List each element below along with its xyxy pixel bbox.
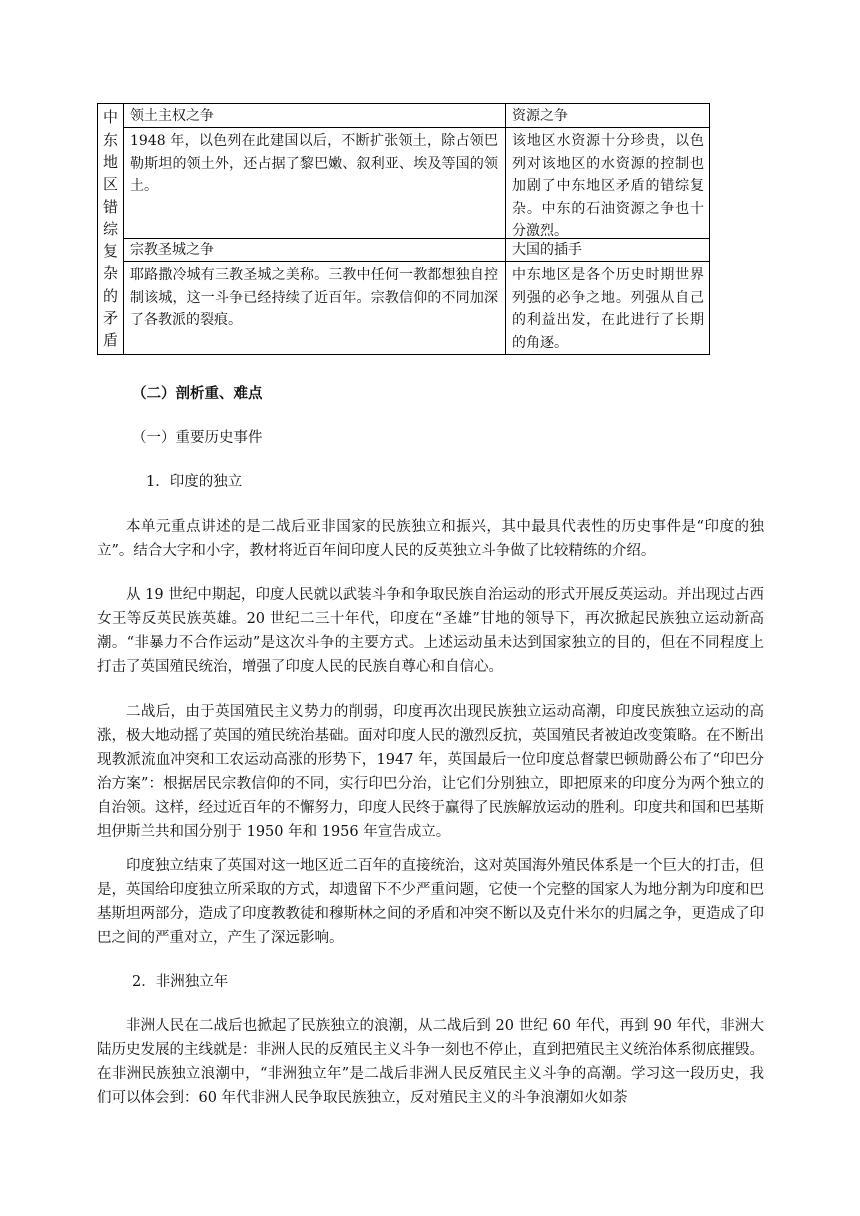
side-char: 矛: [102, 309, 118, 328]
cell-powers-text: 中东地区是各个历史时期世界列强的必争之地。列强从自己的利益出发，在此进行了长期的角逐。: [512, 267, 704, 351]
cell-religion-text: 耶路撒冷城有三教圣城之美称。三教中任何一教都想独自控制该城，这一斗争已经持续了近百年。宗教信仰的不同加深了各教派的裂痕。: [130, 267, 498, 328]
cell-resource-title: 资源之争: [512, 108, 568, 124]
side-char: 综: [102, 219, 118, 238]
cell-powers-title: 大国的插手: [512, 242, 582, 258]
middle-east-conflict-table: [97, 103, 710, 355]
cell-resource-text: 该地区水资源十分珍贵，以色列对该地区的水资源的控制也加剧了中东地区矛盾的错综复杂。中东的石油资源之争也十分激烈。: [512, 133, 704, 239]
subsection-heading: （一）重要历史事件: [132, 430, 263, 446]
side-char: 区: [102, 175, 118, 194]
table-row-divider-1: [123, 127, 710, 128]
cell-territory-title: 领土主权之争: [130, 108, 214, 124]
side-char: 东: [102, 130, 118, 149]
cell-territory-text: 1948 年，以色列在此建国以后，不断扩张领土，除占领巴勒斯坦的领土外，还占据了黎巴嫩、叙利亚、埃及等国的领土。: [130, 133, 498, 194]
paragraph-5: 非洲人民在二战后也掀起了民族独立的浪潮，从二战后到 20 世纪 60 年代，再到 90 年代，非洲大陆历史发展的主线就是：非洲人民的反殖民主义斗争一刻也不停止，直到把殖民主义统治体系彻底摧毁。在非洲民族独立浪潮中，“非洲独立年”是二战后非洲人民反殖民主义斗争的高潮。学习这一段历史，我们可以体会到：60 年代非洲人民争取民族独立，反对殖民主义的斗争浪潮如火如荼: [97, 1018, 764, 1106]
side-char: 盾: [102, 331, 118, 350]
side-char: 错: [102, 197, 118, 216]
paragraph-1: 本单元重点讲述的是二战后亚非国家的民族独立和振兴，其中最具代表性的历史事件是“印度的独立”。结合大字和小字，教材将近百年间印度人民的反英独立斗争做了比较精练的介绍。: [97, 519, 764, 559]
table-divider-middle: [505, 104, 506, 354]
paragraph-3: 二战后，由于英国殖民主义势力的削弱，印度再次出现民族独立运动高潮，印度民族独立运动的高涨，极大地动摇了英国的殖民统治基础。面对印度人民的激烈反抗，英国殖民者被迫改变策略。在不断出现教派流血冲突和工农运动高涨的形势下，1947 年，英国最后一位印度总督蒙巴顿勋爵公布了“印巴分治方案”：根据居民宗教信仰的不同，实行印巴分治，让它们分别独立，即把原来的印度分为两个独立的自治领。这样，经过近百年的不懈努力，印度人民终于赢得了民族解放运动的胜利。印度共和国和巴基斯坦伊斯兰共和国分别于 1950 年和 1956 年宣告成立。: [97, 704, 764, 840]
item-heading-africa: 2．非洲独立年: [132, 974, 229, 990]
table-row-divider-3: [123, 261, 710, 262]
paragraph-2: 从 19 世纪中期起，印度人民就以武装斗争和争取民族自治运动的形式开展反英运动。并出现过占西女王等反英民族英雄。20 世纪二三十年代，印度在“圣雄”甘地的领导下，再次掀起民族独立运动新高潮。“非暴力不合作运动”是这次斗争的主要方式。上述运动虽未达到国家独立的目的，但在不同程度上打击了英国殖民统治，增强了印度人民的民族自尊心和自信心。: [97, 587, 764, 675]
item-heading-india: 1．印度的独立: [146, 474, 243, 490]
section-heading: （二）剖析重、难点: [132, 385, 263, 402]
side-char: 复: [102, 242, 118, 261]
paragraph-4: 印度独立结束了英国对这一地区近二百年的直接统治，这对英国海外殖民体系是一个巨大的打击，但是，英国给印度独立所采取的方式，却遗留下不少严重问题，它使一个完整的国家人为地分割为印度和巴基斯坦两部分，造成了印度教教徒和穆斯林之间的矛盾和冲突不断以及克什米尔的归属之争，更造成了印巴之间的严重对立，产生了深远影响。: [97, 858, 764, 946]
table-divider-left: [123, 104, 124, 354]
side-char: 的: [102, 286, 118, 305]
side-char: 地: [102, 152, 118, 171]
side-char: 中: [102, 108, 118, 127]
cell-religion-title: 宗教圣城之争: [130, 242, 214, 258]
table-side-label: [98, 104, 123, 354]
side-char: 杂: [102, 264, 118, 283]
